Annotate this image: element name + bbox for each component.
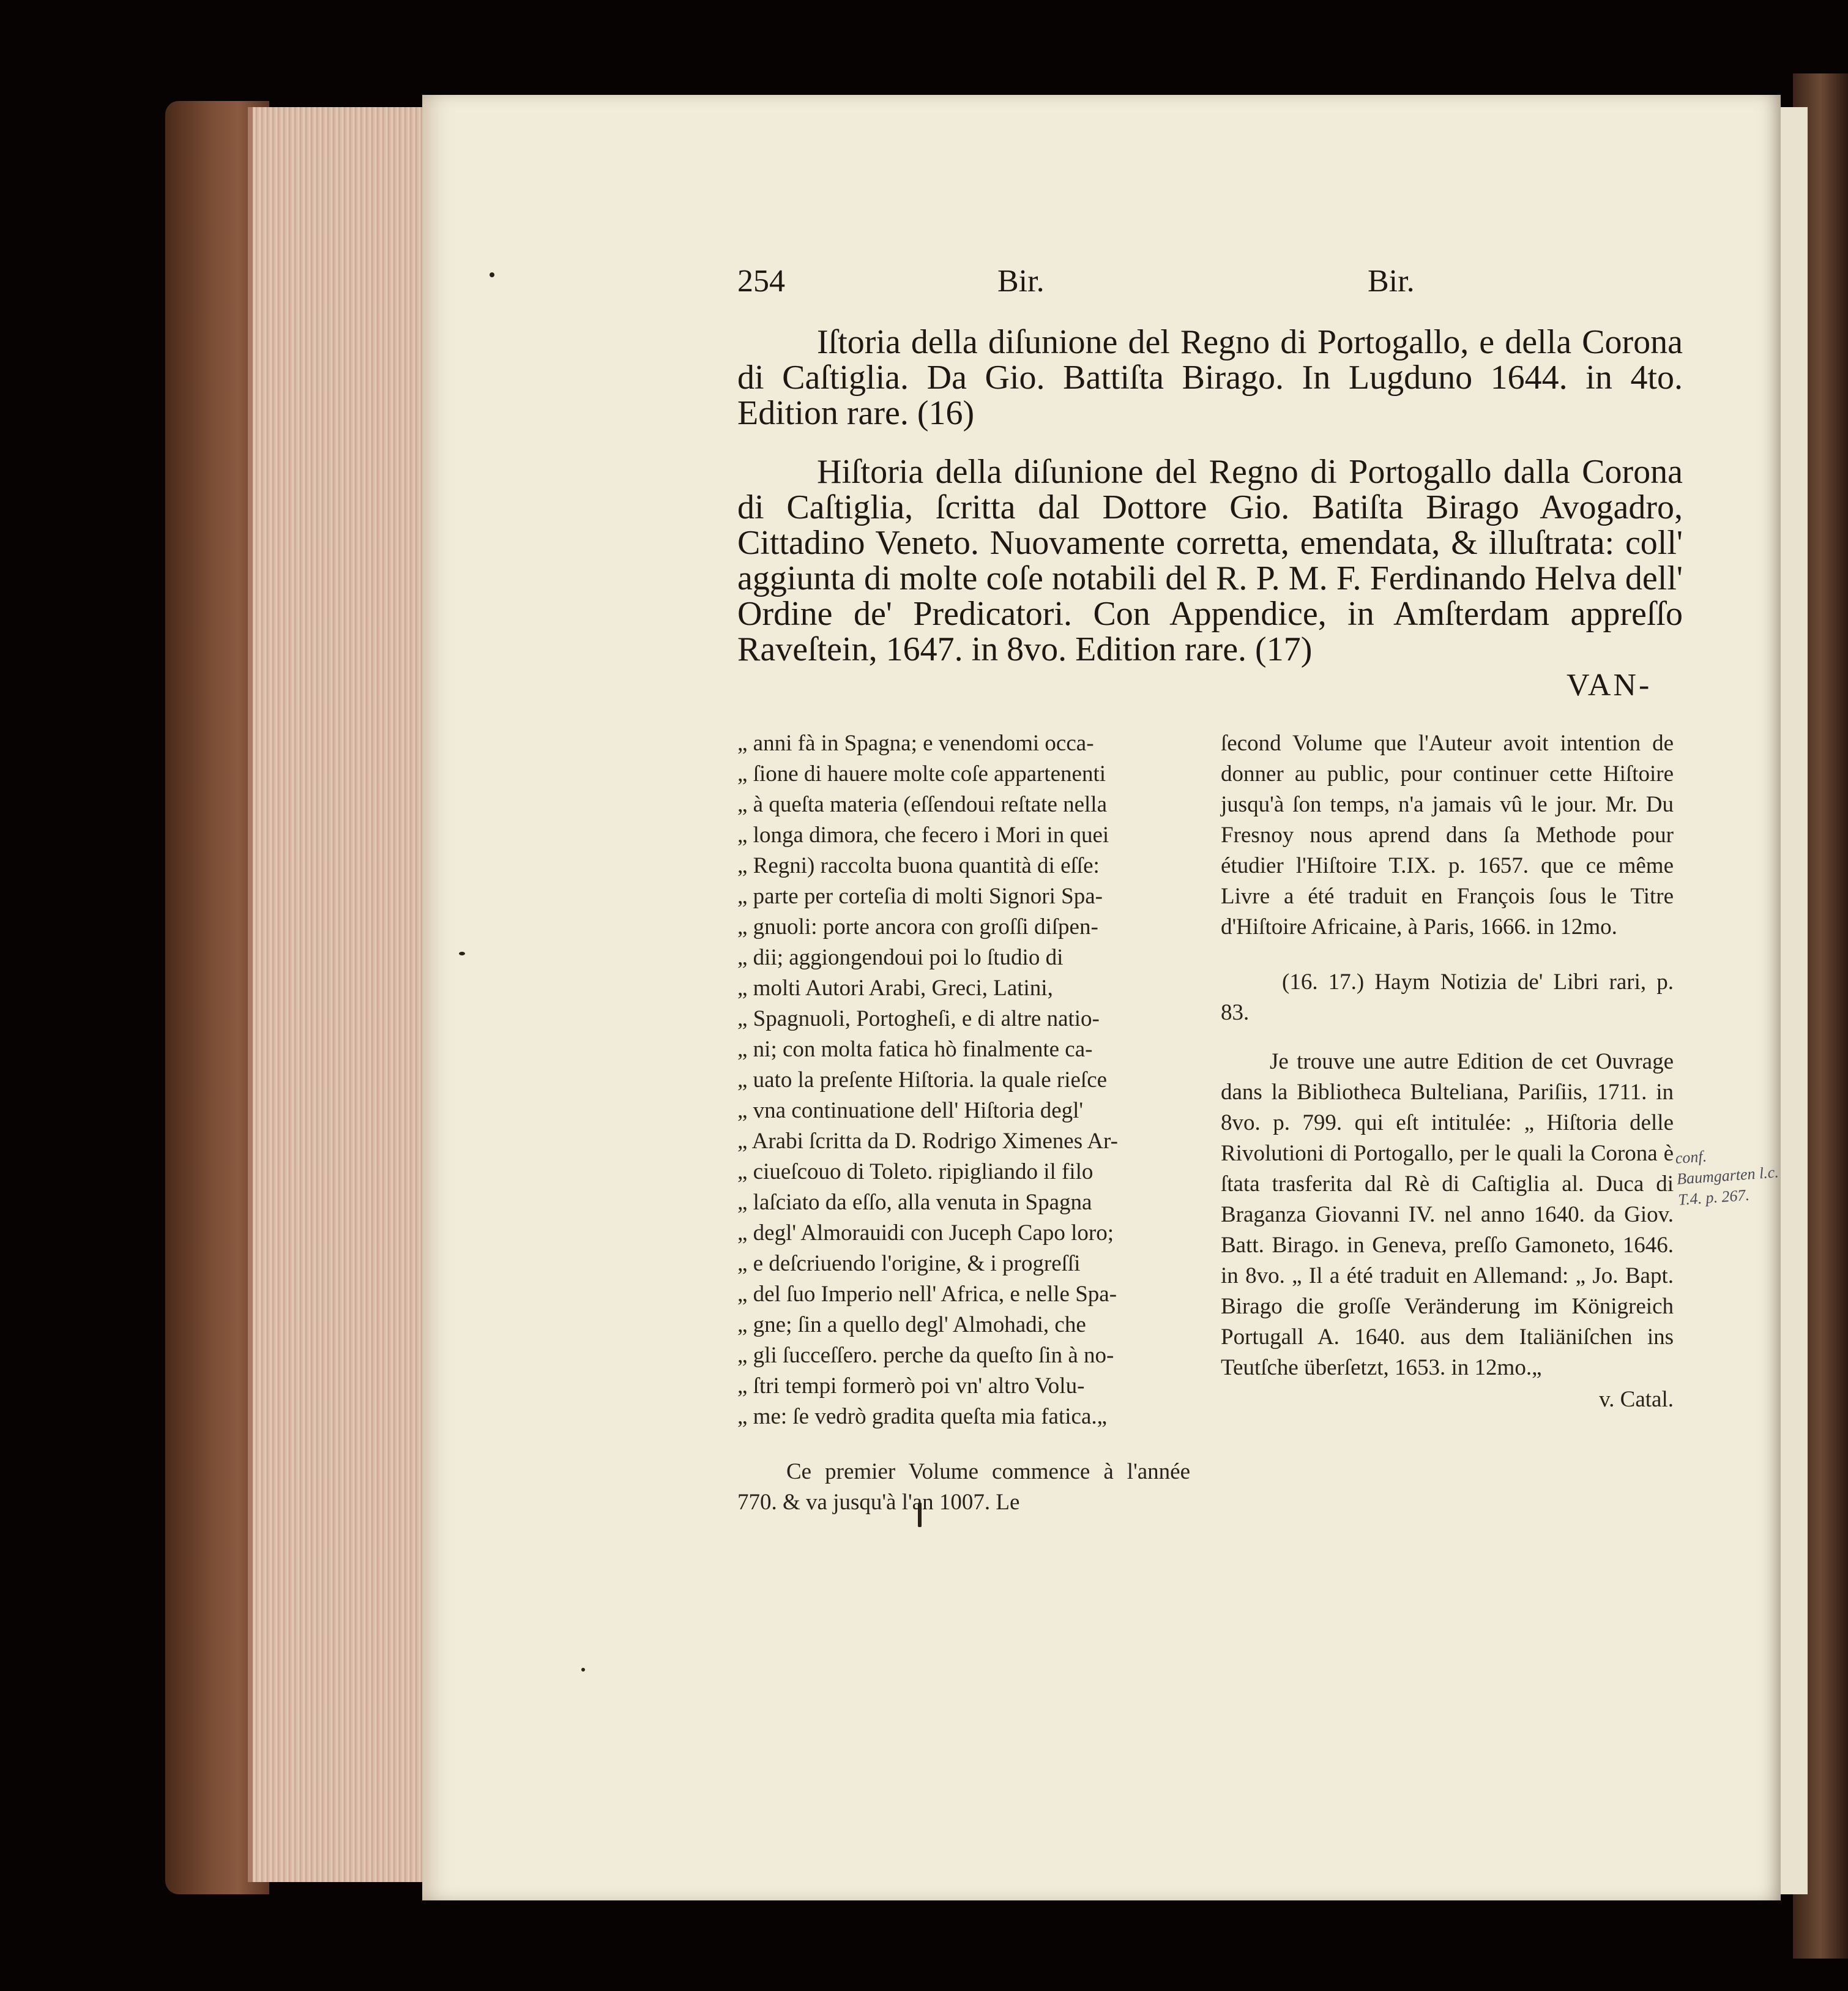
catchword: VAN- xyxy=(1567,668,1652,703)
bibliography-entry-16: Iſtoria della diſunione del Regno di Portogallo, e della Corona di Caſtiglia. Da Gio. Battiſta Birago. In Lugduno 1644. in 4to. Edition rare. (16) xyxy=(737,323,1683,432)
commentary-paragraph: Je trouve une autre Edition de cet Ouvrage dans la Bibliotheca Bulteliana, Pariſiis, 1711. in 8vo. p. 799. qui eſt intitulée: „ Hiſtoria delle Rivolutioni di Portogallo, per le quali la Corona è ſtata trasferita dal Rè di Caſtiglia al. Duca di Braganza Giovanni IV. nel anno 1640. da Giov. Batt. Birago. in Geneva, preſſo Gamoneto, 1646. in 8vo. „ Il a été traduit en Allemand: „ Jo. Bapt. Birago die groſſe Veränderung im Königreich Portugall A. 1640. aus dem Italiäniſchen ins Teutſche überſetzt, 1653. in 12mo.„ xyxy=(1221,1049,1674,1380)
quote-line: „ e deſcriuendo l'origine, & i progreſſi xyxy=(737,1251,1081,1276)
commentary-paragraph: Ce premier Volume commence à l'année 770. & va jusqu'à l'an 1007. Le xyxy=(737,1459,1190,1515)
quote-line: „ à queſta materia (eſſendoui reſtate nella xyxy=(737,792,1108,817)
running-head xyxy=(737,263,1686,306)
quote-line: „ anni fà in Spagna; e venendomi occa- xyxy=(737,731,1094,756)
quote-line: „ ſione di hauere molte coſe appartenenti xyxy=(737,761,1106,786)
right-column xyxy=(1221,728,1674,1415)
quote-line: „ del ſuo Imperio nell' Africa, e nelle Spa- xyxy=(737,1282,1117,1307)
commentary-paragraph: ſecond Volume que l'Auteur avoit intention de donner au public, pour continuer cette Hiſtoire jusqu'à ſon temps, n'a jamais vû le jour. Mr. Du Fresnoy nous aprend dans ſa Methode pour étudier l'Hiſtoire T.IX. p. 1657. que ce même Livre a été traduit en François ſous le Titre d'Hiſtoire Africaine, à Paris, 1666. in 12mo. xyxy=(1221,731,1674,939)
quote-line: „ Arabi ſcritta da D. Rodrigo Ximenes Ar- xyxy=(737,1129,1118,1154)
page-edges xyxy=(248,107,430,1882)
quote-line: „ dii; aggiongendoui poi lo ſtudio di xyxy=(737,945,1064,970)
column-last-line: v. Catal. xyxy=(1599,1387,1674,1412)
quotation-block xyxy=(737,728,1190,1432)
headword-left: Bir. xyxy=(997,264,1045,299)
quote-line: „ ni; con molta fatica hò finalmente ca- xyxy=(737,1037,1093,1062)
quote-line: „ longa dimora, che fecero i Mori in quei xyxy=(737,823,1109,848)
facing-page-edge xyxy=(1778,107,1808,1894)
bibliography-entry-17: Hiſtoria della diſunione del Regno di Portogallo dalla Corona di Caſtiglia, ſcritta dal Dottore Gio. Batiſta Birago Avogadro, Cittadino Veneto. Nuovamente corretta, emendata, & illuſtrata: coll' aggiunta di molte coſe notabili del R. P. M. F. Ferdinando Helva dell' Ordine de' Predicatori. Con Appendice, in Amſterdam appreſſo Raveſtein, 1647. in 8vo. Edition rare. (17) xyxy=(737,453,1683,668)
quote-line: „ gne; ſin a quello degl' Almohadi, che xyxy=(737,1312,1086,1337)
quote-line: „ laſciato da eſſo, alla venuta in Spagna xyxy=(737,1190,1092,1215)
quote-line: „ Spagnuoli, Portogheſi, e di altre natio- xyxy=(737,1006,1100,1031)
quote-line: „ ſtri tempi formerò poi vn' altro Volu- xyxy=(737,1373,1085,1399)
source-note: (16. 17.) Haym Notizia de' Libri rari, p. 83. xyxy=(1221,969,1674,1025)
left-column xyxy=(737,728,1190,1536)
quote-line: „ uato la preſente Hiſtoria. la quale rieſce xyxy=(737,1067,1108,1093)
quote-line: „ gnuoli: porte ancora con groſſi diſpen- xyxy=(737,914,1098,939)
quote-line: „ parte per corteſia di molti Signori Spa- xyxy=(737,884,1103,909)
page-number: 254 xyxy=(737,264,785,299)
headword-right: Bir. xyxy=(1368,264,1415,299)
quote-line: „ ciueſcouo di Toleto. ripigliando il filo xyxy=(737,1159,1094,1184)
quote-line: „ me: ſe vedrò gradita queſta mia fatica.„ xyxy=(737,1404,1108,1429)
quote-line: „ vna continuatione dell' Hiſtoria degl' xyxy=(737,1098,1084,1123)
quote-line: „ Regni) raccolta buona quantità di eſſe: xyxy=(737,853,1100,878)
quote-line: „ degl' Almorauidi con Juceph Capo loro; xyxy=(737,1220,1114,1246)
handwritten-margin-note: conf. Baumgarten l.c. T.4. p. 267. xyxy=(1674,1147,1779,1209)
quote-line: „ gli ſucceſſero. perche da queſto ſin à no- xyxy=(737,1343,1114,1368)
quote-line: „ molti Autori Arabi, Greci, Latini, xyxy=(737,976,1053,1001)
